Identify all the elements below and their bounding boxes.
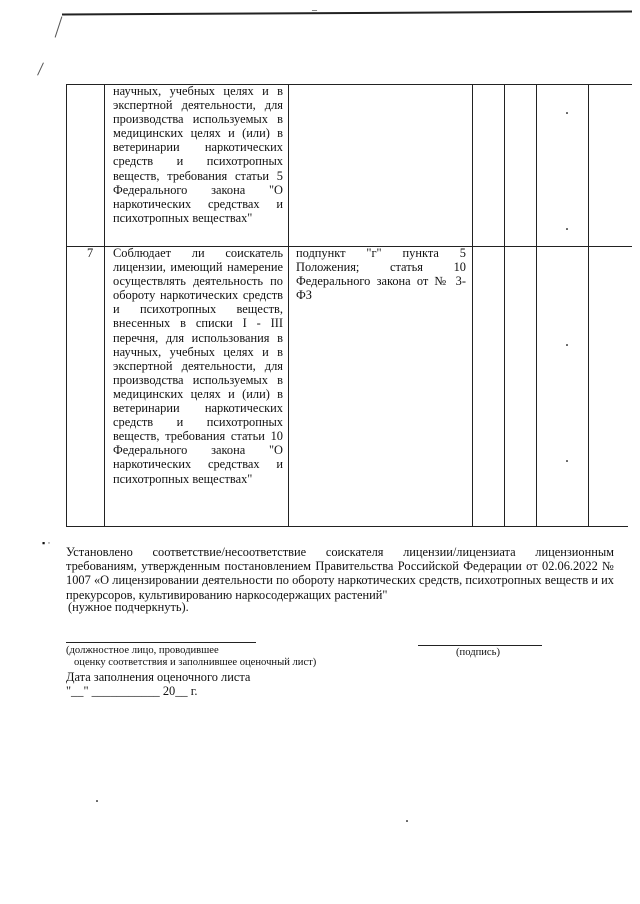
table-col-border [66, 84, 67, 527]
scan-mark [55, 16, 63, 37]
scan-dot [406, 820, 408, 822]
header-mark: – [312, 5, 317, 16]
signature-line [418, 645, 542, 646]
conclusion-text: Установлено соответствие/несоответствие соискателя лицензии/лицензиата лицензионным требованиям, утвержденным постановлением Правительства Российской Федерации от 02.06.2022 № 1007 «О лицензировании деятельности по обороту наркотических средств, психотропных веществ и их прекурсоров, культивированию наркосодержащих растений" [66, 545, 614, 602]
table-col-border [104, 84, 105, 527]
table-col-border [472, 84, 473, 527]
table-col-border [588, 84, 589, 527]
scan-mark [37, 62, 44, 75]
table-row-requirement: Соблюдает ли соискатель лицензии, имеющий намерение осуществлять деятельность по обороту наркотических средств и психотропных веществ, внесенных в списки I - III перечня, для использования в научных, учебных целях и в экспертной деятельности, для производства используемых в медицинских целях и (или) в ветеринарии наркотических средств и психотропных веществ, требования статьи 10 Федерального закона "О наркотических средствах и психотропных веществах" [113, 246, 283, 486]
signature-label: (подпись) [456, 647, 500, 658]
table-row-requirement: научных, учебных целях и в экспертной деятельности, для производства используемых в медицинских целях и (или) в ветеринарии наркотических средств и психотропных веществ, требования статьи 5 Федерального закона "О наркотических средствах и психотропных веществах" [113, 84, 283, 225]
scan-dot [566, 344, 568, 346]
table-col-border [504, 84, 505, 527]
margin-mark: ▪ · [42, 538, 51, 548]
official-label: (должностное лицо, проводившее [66, 645, 219, 656]
scan-dot [96, 800, 98, 802]
date-label: Дата заполнения оценочного листа [66, 670, 251, 684]
conclusion-note: (нужное подчеркнуть). [68, 600, 189, 614]
official-label-continuation: оценку соответствия и заполнившее оценочный лист) [74, 657, 317, 668]
table-row-number: 7 [87, 246, 94, 260]
scan-dot [566, 228, 568, 230]
table-row-reference: подпункт "г" пункта 5 Положения; статья 10 Федерального закона от № 3-ФЗ [296, 246, 466, 303]
scan-dot [566, 112, 568, 114]
table-col-border [288, 84, 289, 527]
official-signature-line [66, 642, 256, 643]
date-field: "__" ___________ 20__ г. [66, 684, 198, 698]
table-bottom-border [66, 526, 628, 527]
scan-dot [566, 460, 568, 462]
table-col-border [536, 84, 537, 527]
top-border-line [62, 11, 632, 15]
